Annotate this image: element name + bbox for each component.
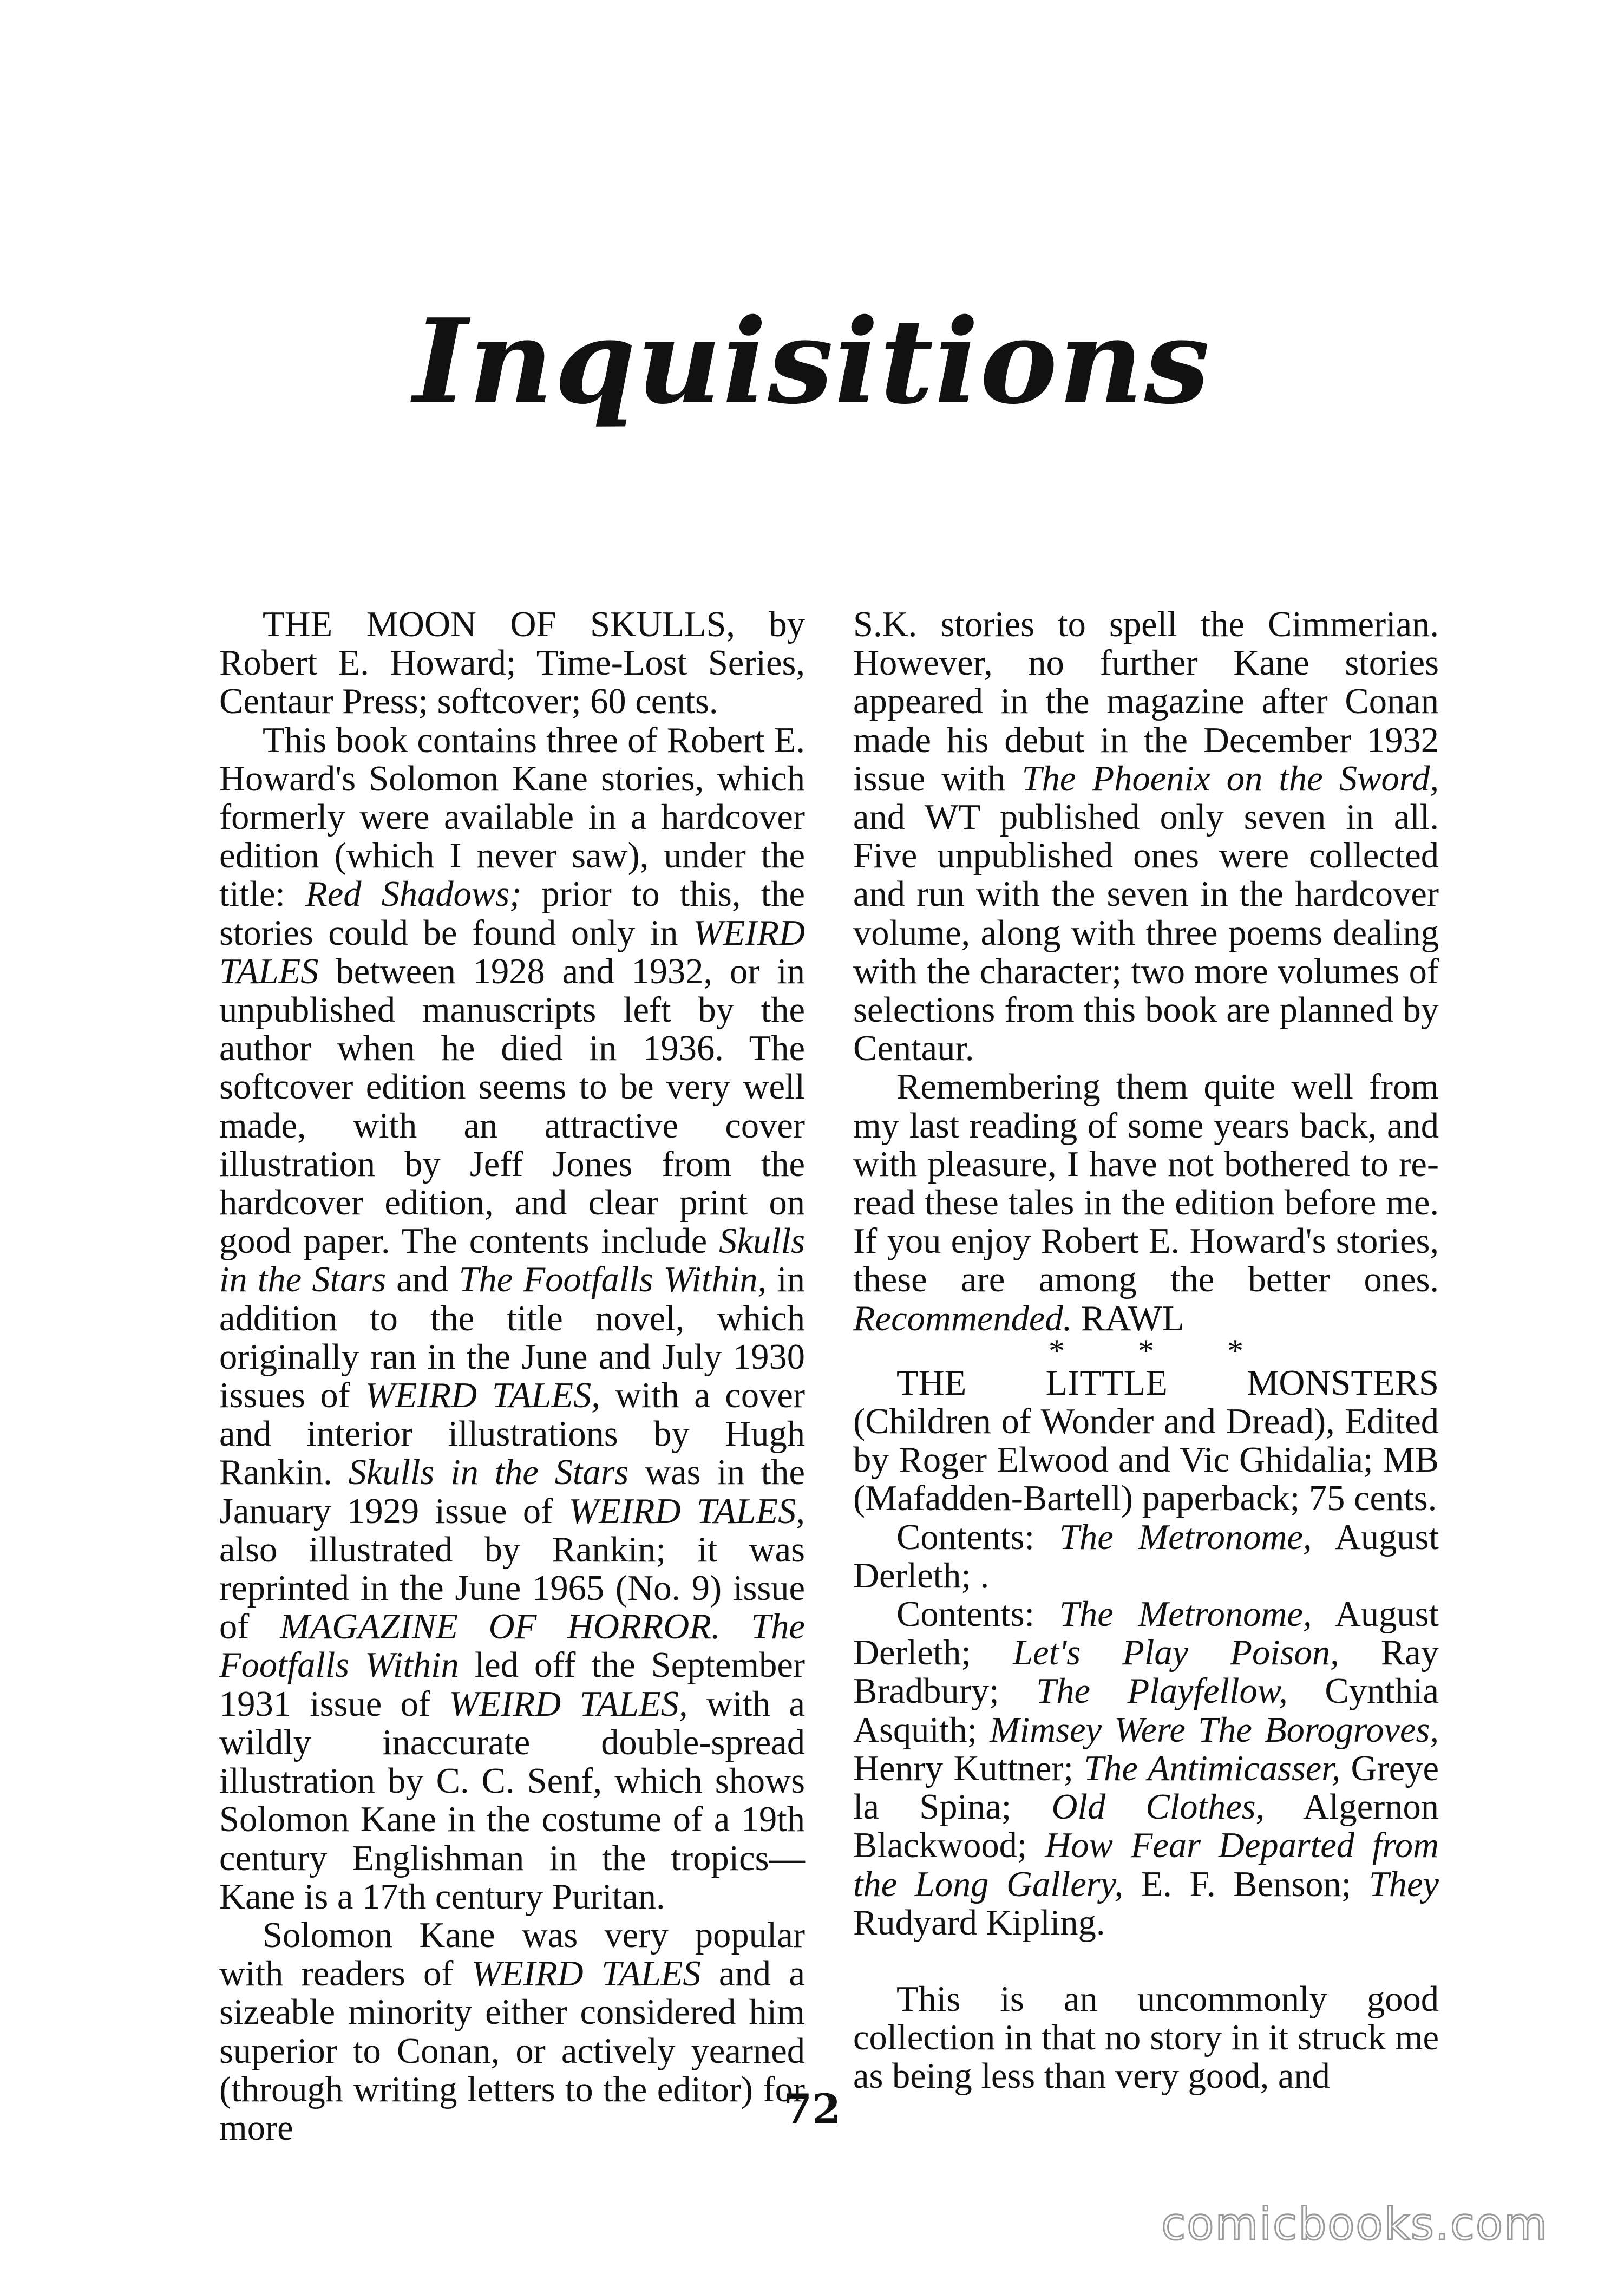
paragraph-gap <box>853 1942 1439 1980</box>
review-heading-little-monsters: THE LITTLE MONSTERS (Children of Wonder and Dread), Edited by Roger Elwood and Vic Ghidalia; MB (Mafadden-Bartell) paperback; 75 cents. <box>853 1363 1439 1519</box>
review-heading-moon-of-skulls: THE MOON OF SKULLS, by Robert E. Howard; Time-Lost Series, Centaur Press; softcover; 60 cents. <box>219 605 805 722</box>
contents-list: Contents: The Metronome, August Derleth; . <box>853 1517 1439 1596</box>
review-paragraph: Remembering them quite well from my last reading of some years back, and with pleasure, I have not bothered to re-read these tales in the edition before me. If you enjoy Robert E. Howard's stories, these are among the better ones. Recommended. RAWL <box>853 1067 1439 1338</box>
review-paragraph: This book contains three of Robert E. Howard's Solomon Kane stories, which formerly were available in a hardcover edition (which I never saw), under the title: Red Shadows; prior to this, the stories could be found only in WEIRD TALES between 1928 and 1932, or in unpublished manuscripts left by the author when he died in 1936. The softcover edition seems to be very well made, with an attractive cover illustration by Jeff Jones from the hardcover edition, and clear print on good paper. The contents include Skulls in the Stars and The Footfalls Within, in addition to the title novel, which originally ran in the June and July 1930 issues of WEIRD TALES, with a cover and interior illustrations by Hugh Rankin. Skulls in the Stars was in the January 1929 issue of WEIRD TALES, also illustrated by Rankin; it was reprinted in the June 1965 (No. 9) issue of MAGAZINE OF HORROR. The Footfalls Within led off the September 1931 issue of WEIRD TALES, with a wildly inaccurate double-spread illustration by C. C. Senf, which shows Solomon Kane in the costume of a 19th century Englishman in the tropics—Kane is a 17th century Puritan. <box>219 720 806 1917</box>
left-column <box>219 605 805 2147</box>
contents-list: Contents: The Metronome, August Derleth; Let's Play Poison, Ray Bradbury; The Playfellow, Cynthia Asquith; Mimsey Were The Borogroves, Henry Kuttner; The Antimicasser, Greye la Spina; Old Clothes, Algernon Blackwood; How Fear Departed from the Long Gallery, E. F. Benson; They Rudyard Kipling. <box>853 1595 1439 1943</box>
watermark: comicbooks.com <box>1161 2199 1548 2250</box>
review-paragraph: This is an uncommonly good collection in that no story in it struck me as being less than very good, and <box>853 1979 1439 2096</box>
page-number: 72 <box>783 2085 841 2133</box>
right-column <box>853 605 1439 2096</box>
review-paragraph: S.K. stories to spell the Cimmerian. However, no further Kane stories appeared in the magazine after Conan made his debut in the December 1932 issue with The Phoenix on the Sword, and WT published only seven in all. Five unpublished ones were collected and run with the seven in the hardcover volume, along with three poems dealing with the character; two more volumes of selections from this book are planned by Centaur. <box>853 605 1439 1069</box>
page-title: Inquisitions <box>413 293 1211 430</box>
review-paragraph: Solomon Kane was very popular with readers of WEIRD TALES and a sizeable minority either considered him superior to Conan, or actively yearned (through writing letters to the editor) for more <box>219 1915 805 2148</box>
section-divider-stars: * * * <box>1049 1332 1276 1369</box>
